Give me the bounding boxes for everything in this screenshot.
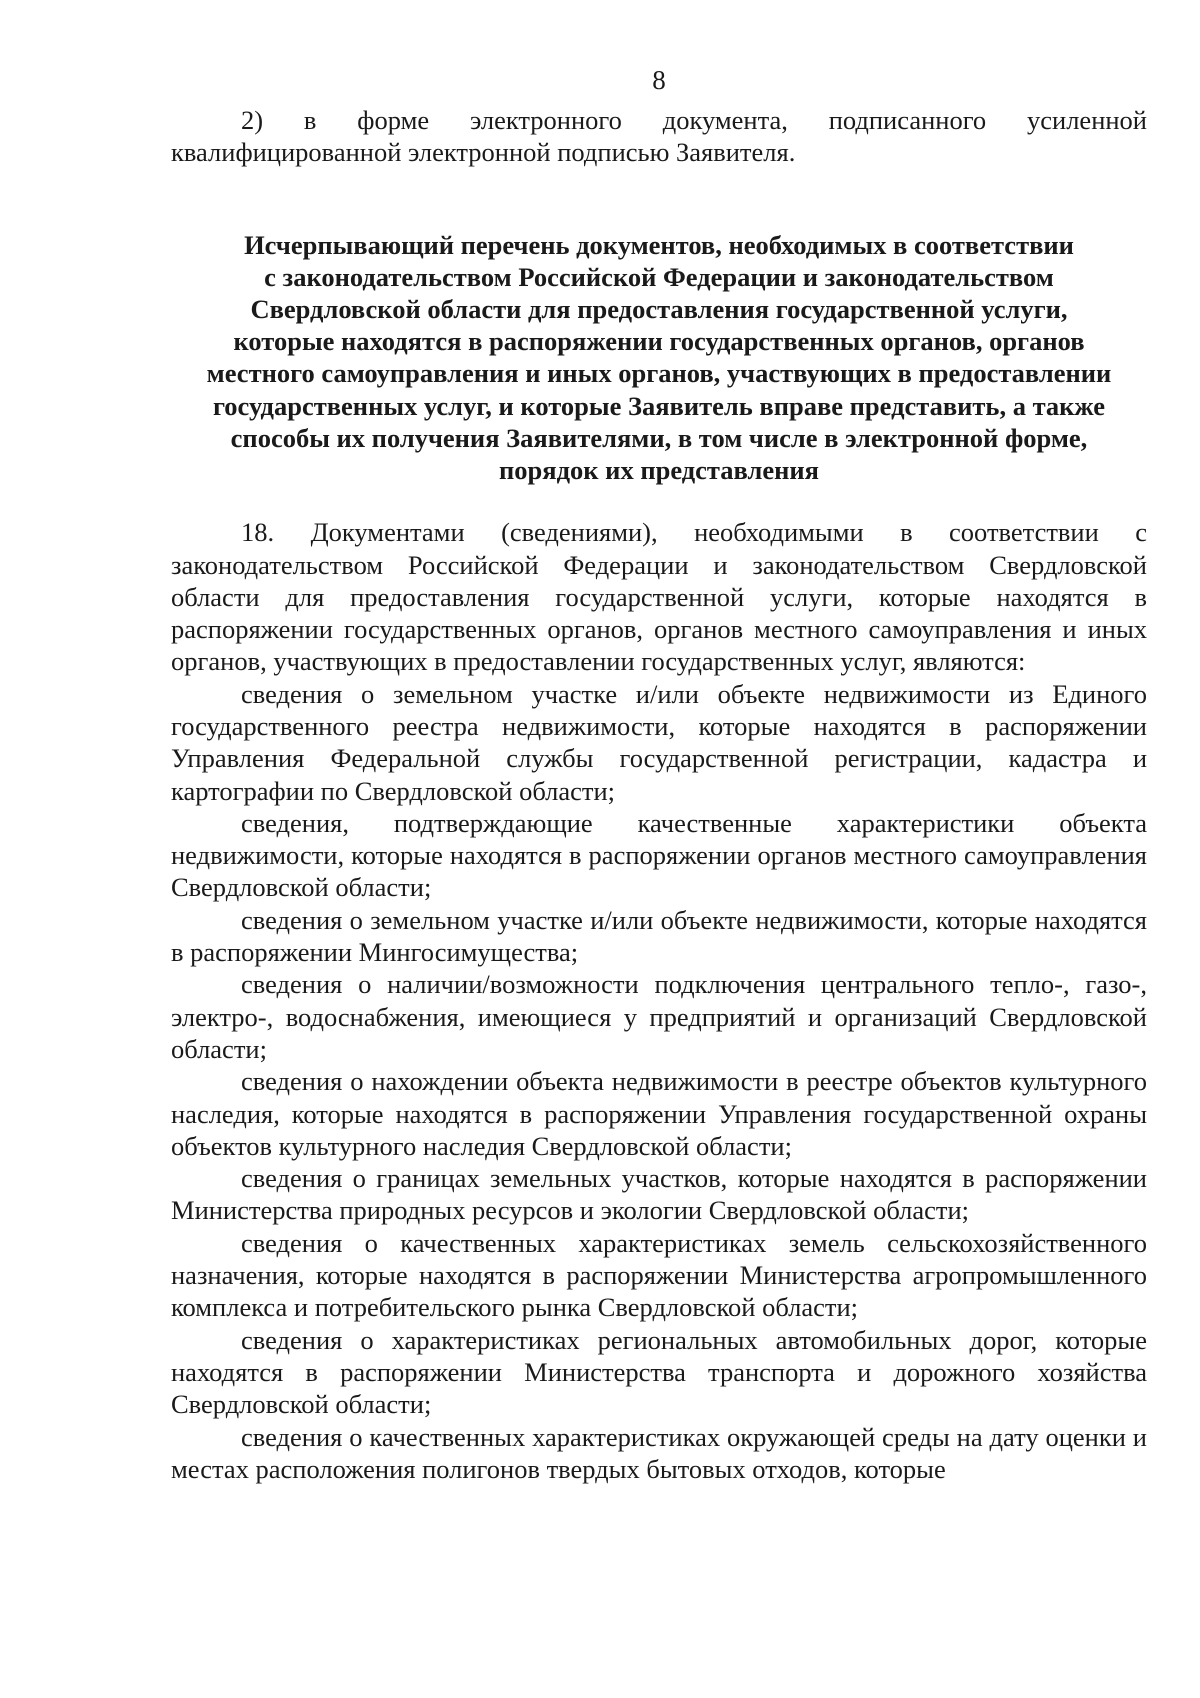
heading-line: порядок их представления	[499, 455, 819, 486]
list-item-regional-roads: сведения о характеристиках региональных автомобильных дорог, которые находятся в распоряжении Министерства транспорта и дорожного хозяйства Свердловской области;	[171, 1324, 1147, 1420]
list-item-environment: сведения о качественных характеристиках окружающей среды на дату оценки и местах расположения полигонов твердых бытовых отходов, которые	[171, 1421, 1147, 1484]
page-number: 8	[652, 65, 666, 95]
list-item-quality-characteristics: сведения, подтверждающие качественные характеристики объекта недвижимости, которые находятся в распоряжении органов местного самоуправления Свердловской области;	[171, 807, 1147, 903]
heading-line: которые находятся в распоряжении государственных органов, органов	[233, 326, 1085, 357]
list-item-utilities: сведения о наличии/возможности подключения центрального тепло-, газо-, электро-, водоснабжения, имеющиеся у предприятий и организаций Свердловской области;	[171, 969, 1147, 1064]
heading-line: государственных услуг, и которые Заявитель вправе представить, а также	[212, 390, 1106, 421]
heading-line: Свердловской области для предоставления государственной услуги,	[250, 294, 1068, 324]
paragraph-18: 18. Документами (сведениями), необходимыми в соответствии с законодательством Российской Федерации и законодательством Свердловской области для предоставления государственной услуги, которые находятся в распоряжении государственных органов, органов местного самоуправления и иных органов, участвующих в предоставлении государственных услуг, являются:	[171, 517, 1147, 677]
heading-line: Исчерпывающий перечень документов, необходимых в соответствии	[244, 229, 1074, 260]
list-item-egrn: сведения о земельном участке и/или объекте недвижимости из Единого государственного реестра недвижимости, которые находятся в распоряжении Управления Федеральной службы государственной регистрации, кадастра и картографии по Свердловской области;	[171, 678, 1147, 806]
list-item-cultural-heritage: сведения о нахождении объекта недвижимости в реестре объектов культурного наследия, которые находятся в распоряжении Управления государственной охраны объектов культурного наследия Свердловской области;	[171, 1066, 1147, 1161]
intro-item: 2) в форме электронного документа, подписанного усиленной квалифицированной электронной подписью Заявителя.	[171, 105, 1147, 168]
document-body	[171, 104, 1147, 1485]
list-item-mingosimushchestvo: сведения о земельном участке и/или объекте недвижимости, которые находятся в распоряжении Мингосимущества;	[171, 904, 1147, 968]
list-item-agricultural-land: сведения о качественных характеристиках земель сельскохозяйственного назначения, которые находятся в распоряжении Министерства агропромышленного комплекса и потребительского рынка Свердловской области;	[171, 1227, 1147, 1323]
list-item-land-boundaries: сведения о границах земельных участков, которые находятся в распоряжении Министерства природных ресурсов и экологии Свердловской области;	[171, 1163, 1147, 1226]
heading-line: способы их получения Заявителями, в том числе в электронной форме,	[230, 422, 1088, 453]
heading-line: местного самоуправления и иных органов, участвующих в предоставлении	[206, 358, 1112, 389]
heading-line: с законодательством Российской Федерации и законодательством	[264, 261, 1054, 292]
section-heading	[171, 229, 1147, 487]
